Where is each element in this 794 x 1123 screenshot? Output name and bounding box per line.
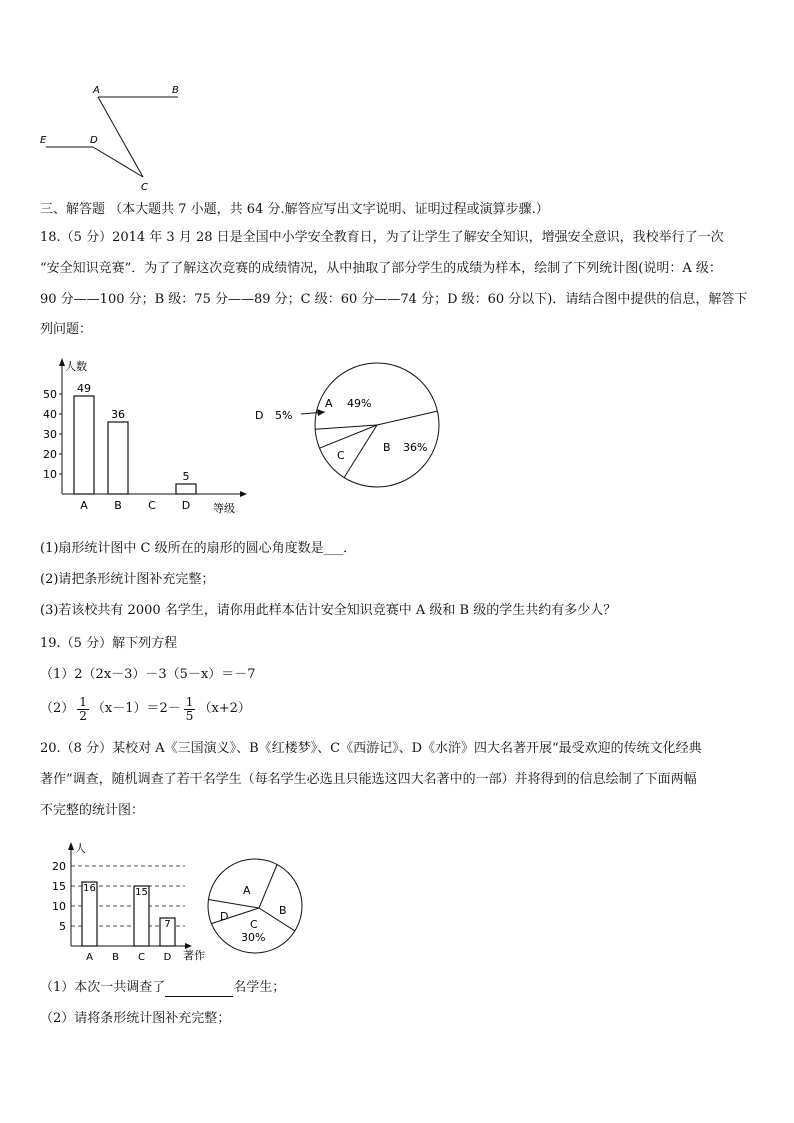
q18-sub1: (1)扇形统计图中 C 级所在的扇形的圆心角度数是___．: [40, 541, 357, 556]
q20-bar-chart: [35, 838, 220, 966]
point-label-c: C: [141, 182, 148, 193]
point-label-e: E: [40, 135, 47, 146]
section-heading: 三、解答题 （本大题共 7 小题，共 64 分.解答应写出文字说明、证明过程或演算步骤.）: [40, 202, 549, 217]
y-tick-label: 20: [43, 448, 57, 461]
q19-eq2: [40, 694, 251, 724]
q20-line1: 20.（8 分）某校对 A《三国演义》、B《红楼梦》、C《西游记》、D《水浒》四大名著开展“最受欢迎的传统文化经典: [40, 741, 702, 756]
y-tick-label: 5: [59, 920, 66, 933]
x-tick-label: A: [86, 952, 93, 963]
point-label-a: A: [93, 85, 100, 96]
bar-value-label: 7: [164, 919, 171, 930]
point-label-b: B: [172, 85, 179, 96]
y-tick-label: 30: [43, 428, 57, 441]
x-tick-label: A: [80, 499, 88, 512]
callout-label-d: D: [255, 409, 264, 422]
x-tick-label: B: [112, 952, 119, 963]
slice-label-a: A: [325, 397, 333, 410]
x-tick-label: C: [148, 499, 156, 512]
callout-percent-d: 5%: [275, 409, 293, 422]
y-tick-label: 15: [52, 880, 66, 893]
q18-line3: 90 分——100 分；B 级：75 分——89 分；C 级：60 分——74 分；D 级：60 分以下)．请结合图中提供的信息，解答下: [40, 292, 748, 307]
x-tick-label: C: [138, 952, 145, 963]
frac2-denominator: 5: [185, 708, 194, 723]
bar-value-label: 5: [182, 470, 190, 483]
q20-sub1-suffix: 名学生；: [233, 980, 286, 995]
q18-sub3: (3)若该校共有 2000 名学生，请你用此样本估计安全知识竞赛中 A 级和 B 级的学生共约有多少人？: [40, 603, 617, 618]
q20-sub1: [40, 980, 285, 997]
y-tick-label: 10: [43, 468, 57, 481]
q18-line2: “安全知识竞赛”．为了了解这次竞赛的成绩情况，从中抽取了部分学生的成绩为样本，绘制了下列统计图(说明：A 级：: [40, 261, 722, 276]
q20-sub2: （2）请将条形统计图补充完整；: [40, 1011, 231, 1026]
bar-value-label: 16: [83, 883, 96, 894]
q19-heading: 19.（5 分）解下列方程: [40, 636, 178, 651]
q18-sub2: (2)请把条形统计图补充完整；: [40, 572, 215, 587]
frac1-numerator: 1: [79, 694, 87, 709]
slice-label-c: C: [337, 449, 345, 462]
answer-blank[interactable]: [165, 980, 233, 997]
q18-line4: 列问题：: [40, 322, 93, 337]
bar: [108, 422, 128, 494]
y-axis-arrow: [68, 842, 74, 850]
y-tick-label: 20: [52, 860, 66, 873]
slice-label-b: B: [279, 904, 287, 917]
frac1-denominator: 2: [79, 708, 87, 723]
eq2-suffix: （x+2）: [198, 701, 251, 716]
eq2-prefix: （2）: [40, 701, 75, 716]
y-tick-label: 40: [43, 408, 57, 421]
bar: [176, 484, 196, 494]
q18-pie-chart: [245, 352, 475, 497]
q20-sub1-prefix: （1）本次一共调查了: [40, 980, 166, 995]
slice-label-d: D: [220, 910, 229, 923]
q20-line2: 著作”调查，随机调查了若干名学生（每名学生必选且只能选这四大名著中的一部）并将得到的信息绘制了下面两幅: [40, 772, 697, 787]
bar: [74, 396, 94, 494]
point-label-d: D: [90, 135, 98, 146]
geometry-figure: [30, 80, 230, 195]
slice-label-a: A: [243, 884, 251, 897]
slice-label-b: B: [383, 441, 391, 454]
frac2-numerator: 1: [185, 694, 194, 709]
y-axis-label: 人数: [65, 360, 87, 373]
fraction-one-fifth: [184, 696, 196, 723]
q18-line1: 18.（5 分）2014 年 3 月 28 日是全国中小学安全教育日，为了让学生了解安全知识，增强安全意识，我校举行了一次: [40, 230, 724, 245]
x-axis-label: 等级: [213, 502, 235, 515]
bar-value-label: 15: [135, 887, 148, 898]
slice-percent-a: 49%: [347, 397, 372, 410]
q18-bar-chart: [35, 352, 250, 517]
q20-line3: 不完整的统计图：: [40, 803, 145, 818]
bar-value-label: 49: [77, 382, 91, 395]
eq2-middle: （x－1）＝2－: [91, 701, 181, 716]
y-tick-label: 10: [52, 900, 66, 913]
q19-eq1: （1）2（2x－3）－3（5－x）＝－7: [40, 667, 256, 682]
x-tick-label: D: [181, 499, 191, 512]
x-tick-label: D: [163, 952, 172, 963]
y-axis-label: 人: [75, 842, 86, 855]
q20-pie-chart: [200, 858, 320, 958]
slice-label-c: C: [250, 918, 258, 931]
bar-value-label: 36: [111, 408, 125, 421]
y-tick-label: 50: [43, 388, 57, 401]
x-axis-label: 著作: [183, 949, 205, 962]
x-tick-label: B: [114, 499, 122, 512]
fraction-one-half: [77, 696, 89, 723]
slice-percent-b: 36%: [403, 441, 428, 454]
slice-percent-c: 30%: [241, 931, 266, 944]
